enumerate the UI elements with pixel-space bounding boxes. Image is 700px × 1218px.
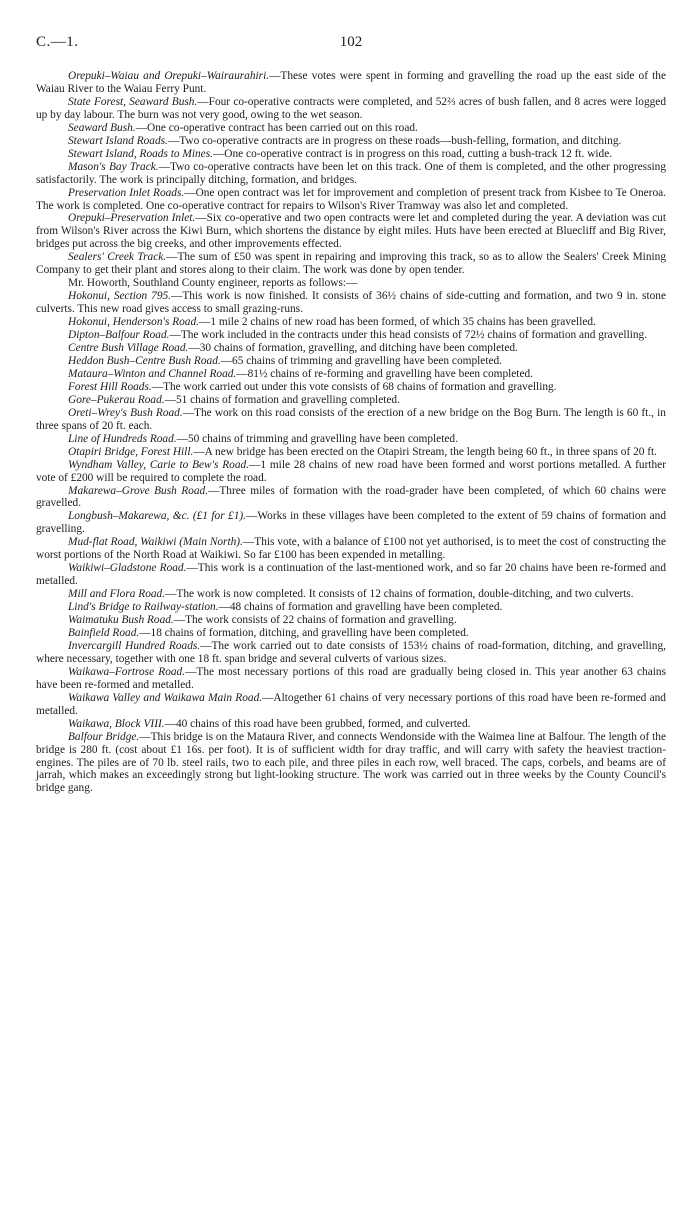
paragraph-heading: Stewart Island Roads. [68,134,168,147]
paragraph-text: —The work carried out to date consists of 153½ chains of road-formation, ditching, and gravelling, where necessary, together with one 18 ft. span bridge and several culverts of various sizes. [36,639,666,665]
paragraph-heading: Waikiwi–Gladstone Road. [68,562,187,575]
paragraph-heading: Orepuki–Preservation Inlet. [68,212,196,225]
paragraph-heading: Hokonui, Section 795. [68,290,172,303]
paragraph-heading: Hokonui, Henderson's Road. [68,316,199,329]
paragraph-heading: Mill and Flora Road. [68,588,166,601]
report-paragraph [36,601,666,614]
paragraph-text: —1 mile 28 chains of new road have been formed and worst portions metalled. A further vote of £200 will be required to complete the road. [36,458,666,484]
report-paragraph [36,666,666,692]
page-number: 102 [339,34,363,50]
paragraph-text: Mr. Howorth, Southland County engineer, reports as follows:— [68,277,358,290]
document-reference: C.—1. [36,34,79,50]
paragraph-heading: Balfour Bridge. [68,730,140,743]
report-paragraph [36,446,666,459]
paragraph-heading: Dipton–Balfour Road. [68,329,170,342]
report-paragraph [36,510,666,536]
paragraph-heading: Seaward Bush. [68,121,136,134]
paragraph-heading: Heddon Bush–Centre Bush Road. [68,354,221,367]
report-paragraph [36,407,666,433]
paragraph-text: —The work is now completed. It consists of 12 chains of formation, double-ditching, and two culverts. [165,588,634,601]
report-paragraph [36,536,666,562]
paragraph-text: —48 chains of formation and gravelling have been completed. [218,601,503,614]
paragraph-heading: Line of Hundreds Road. [68,432,177,445]
report-paragraph [36,277,666,290]
paragraph-heading: Lind's Bridge to Railway-station. [68,601,219,614]
paragraph-heading: Orepuki–Waiau and Orepuki–Wairaurahiri. [68,70,270,82]
paragraph-heading: Longbush–Makarewa, &c. (£1 for £1). [68,510,246,523]
paragraph-heading: Bainfield Road. [68,626,140,639]
paragraph-text: —The work on this road consists of the erection of a new bridge on the Bog Burn. The length is 60 ft., in three spans of 20 ft. each. [36,406,666,432]
report-body [36,70,666,795]
report-paragraph [36,692,666,718]
paragraph-text: —The work included in the contracts under this head consists of 72½ chains of formation and gravelling. [169,329,648,342]
paragraph-text: —A new bridge has been erected on the Otapiri Stream, the length being 60 ft., in three spans of 20 ft. [193,445,658,458]
report-paragraph [36,433,666,446]
page-header [36,34,666,52]
paragraph-heading: Makarewa–Grove Bush Road. [68,484,209,497]
paragraph-text: —65 chains of trimming and gravelling have been completed. [220,354,503,367]
paragraph-text: —This vote, with a balance of £100 not yet authorised, is to meet the cost of constructing the worst portions of the North Road at Waikiwi. So far £100 has been expended in metalling. [36,536,666,562]
paragraph-text: —81½ chains of re-forming and gravelling have been completed. [236,367,533,380]
report-paragraph [36,70,666,96]
paragraph-heading: Gore–Pukerau Road. [68,393,165,406]
paragraph-heading: Otapiri Bridge, Forest Hill. [68,445,194,458]
paragraph-text: —One open contract was let for improvement and completion of present track from Kisbee to Te Oneroa. The work is completed. One co-operative contract for repairs to Wilson's River Tramway was also let and completed. [36,186,666,212]
paragraph-heading: Mud-flat Road, Waikiwi (Main North). [68,536,243,549]
paragraph-heading: Invercargill Hundred Roads. [68,639,201,652]
report-paragraph [36,368,666,381]
paragraph-heading: Waikawa–Fortrose Road. [68,665,186,678]
paragraph-text: —Works in these villages have been completed to the extent of 59 chains of formation and gravelling. [36,510,666,536]
paragraph-text: —One co-operative contract is in progress on this road, cutting a bush-track 12 ft. wide. [212,147,613,160]
paragraph-text: —50 chains of trimming and gravelling have been completed. [176,432,458,445]
report-paragraph [36,485,666,511]
paragraph-heading: Waikawa Valley and Waikawa Main Road. [68,691,263,704]
report-paragraph [36,640,666,666]
report-paragraph [36,122,666,135]
paragraph-text: —30 chains of formation, gravelling, and ditching have been completed. [188,342,518,355]
report-paragraph [36,290,666,316]
paragraph-heading: Waimatuku Bush Road. [68,614,174,627]
paragraph-heading: Forest Hill Roads. [68,380,152,393]
paragraph-text: —The work carried out under this vote consists of 68 chains of formation and gravelling. [151,380,557,393]
paragraph-text: —This work is now finished. It consists of 36½ chains of side-cutting and formation, and two 9 in. stone culverts. This new road gives access to small grazing-runs. [36,290,666,316]
paragraph-heading: Sealers' Creek Track. [68,251,167,264]
report-paragraph [36,614,666,627]
paragraph-text: —Two co-operative contracts are in progress on these roads—bush-felling, formation, and ditching. [167,134,622,147]
paragraph-text: —51 chains of formation and gravelling completed. [164,393,400,406]
paragraph-text: —18 chains of formation, ditching, and gravelling have been completed. [139,626,469,639]
paragraph-text: —1 mile 2 chains of new road has been formed, of which 35 chains has been gravelled. [198,316,596,329]
paragraph-text: —One co-operative contract has been carried out on this road. [135,121,418,134]
paragraph-text: —The most necessary portions of this road are gradually being closed in. This year another 63 chains have been re-formed and metalled. [36,665,667,691]
paragraph-heading: Centre Bush Village Road. [68,342,189,355]
report-paragraph [36,135,666,148]
report-paragraph [36,381,666,394]
report-paragraph [36,96,666,122]
report-paragraph [36,627,666,640]
paragraph-heading: Preservation Inlet Roads. [68,186,185,199]
paragraph-heading: Oreti–Wrey's Bush Road. [68,406,183,419]
paragraph-text: —This work is a continuation of the last-mentioned work, and so far 20 chains have been re-formed and metalled. [36,562,666,588]
paragraph-text: —This bridge is on the Mataura River, and connects Wendonside with the Waimea line at Balfour. The length of the bridge is 280 ft. (cost about £1 16s. per foot). It is of sufficient width for dray traffic, and will carry with safety the heaviest traction-engines. The piles are of 70 lb. steel rails, two to each pile, and three piles in each row, well braced. The caps, corbels, and beams are of jarrah, which makes an exceedingly strong but light-looking structure. The work was carried out in three weeks by the County Council's bridge gang. [36,730,666,795]
report-paragraph [36,588,666,601]
paragraph-heading: Mataura–Winton and Channel Road. [68,367,237,380]
report-paragraph [36,148,666,161]
report-paragraph [36,329,666,342]
report-paragraph [36,342,666,355]
paragraph-heading: Stewart Island, Roads to Mines. [68,147,213,160]
report-paragraph [36,562,666,588]
paragraph-text: —Two co-operative contracts have been let on this track. One of them is completed, and the other progressing satisfactorily. The work is principally ditching, formation, and bridges. [36,160,667,186]
paragraph-text: —Altogether 61 chains of very necessary portions of this road have been re-formed and metalled. [36,691,666,717]
paragraph-text: —These votes were spent in forming and gravelling the road up the east side of the Waiau River to the Waiau Ferry Punt. [36,70,666,95]
report-paragraph [36,251,666,277]
report-paragraph [36,355,666,368]
report-paragraph [36,731,666,796]
paragraph-text: —The work consists of 22 chains of formation and gravelling. [173,614,457,627]
paragraph-heading: State Forest, Seaward Bush. [68,95,198,108]
report-paragraph [36,187,666,213]
paragraph-text: —Six co-operative and two open contracts were let and completed during the year. A deviation was cut from Wilson's River across the Kiwi Burn, which shortens the distance by eight miles. Huts have been erected at Bluecliff and Big River, bridges put across the big creeks, and other improvements effected. [36,212,666,251]
report-paragraph [36,459,666,485]
report-paragraph [36,316,666,329]
paragraph-text: —The sum of £50 was spent in repairing and improving this track, so as to allow the Sealers' Creek Mining Company to get their plant and stores along to their claim. The work was done by open tender. [36,251,666,277]
paragraph-text: —40 chains of this road have been grubbed, formed, and culverted. [164,717,471,730]
paragraph-heading: Wyndham Valley, Carie to Bew's Road. [68,458,250,471]
report-paragraph [36,394,666,407]
report-paragraph [36,212,666,251]
report-paragraph [36,161,666,187]
paragraph-heading: Waikawa, Block VIII. [68,717,165,730]
paragraph-heading: Mason's Bay Track. [68,160,159,173]
report-paragraph [36,718,666,731]
paragraph-text: —Three miles of formation with the road-grader have been completed, of which 60 chains were gravelled. [36,484,666,510]
paragraph-text: —Four co-operative contracts were completed, and 52⅔ acres of bush fallen, and 8 acres were logged up by day labour. The burn was not very good, owing to the wet season. [36,95,666,121]
